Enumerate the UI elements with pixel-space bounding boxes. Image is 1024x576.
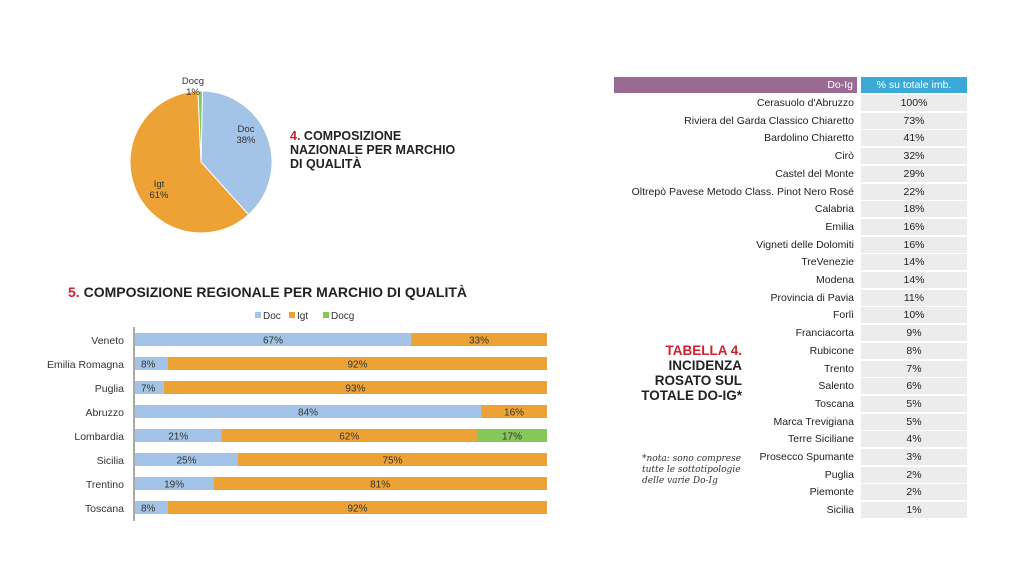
legend-label-igt: Igt	[297, 311, 309, 322]
table-cell-name: TreVenezie	[801, 256, 854, 269]
table-cell-pct: 73%	[861, 113, 967, 129]
table-cell-pct: 7%	[861, 361, 967, 377]
table-cell-pct: 1%	[861, 502, 967, 518]
table-cell-pct: 16%	[861, 219, 967, 235]
table-cell-pct: 32%	[861, 148, 967, 164]
table-cell-name: Puglia	[824, 468, 854, 481]
bar-chart-title-text: COMPOSIZIONE REGIONALE PER MARCHIO DI QUALITÀ	[83, 284, 468, 300]
bar-value-toscana-doc: 8%	[141, 503, 156, 515]
pie-value-doc: 38%	[236, 135, 256, 146]
table-row	[614, 325, 967, 341]
table-row	[614, 502, 967, 518]
category-label-trentino: Trentino	[85, 479, 124, 491]
table-row	[614, 254, 967, 270]
pie-label-igt: Igt	[153, 179, 165, 190]
table-row	[614, 431, 967, 447]
table-row	[614, 414, 967, 430]
bar-value-puglia-doc: 7%	[141, 383, 156, 395]
table-cell-pct: 5%	[861, 396, 967, 412]
bar-chart	[0, 300, 560, 525]
table-cell-name: Vigneti delle Dolomiti	[756, 238, 854, 251]
table-cell-name: Salento	[818, 380, 854, 393]
table-cell-pct: 11%	[861, 290, 967, 306]
category-label-emilia-romagna: Emilia Romagna	[46, 359, 124, 371]
table-title	[612, 343, 742, 403]
bar-value-veneto-igt: 33%	[469, 335, 490, 347]
table-row	[614, 166, 967, 182]
bar-value-trentino-igt: 81%	[370, 479, 391, 491]
legend-swatch-igt	[289, 312, 295, 318]
table-cell-name: Piemonte	[809, 486, 854, 499]
bar-chart-title	[68, 284, 467, 300]
table-cell-name: Marca Trevigiana	[773, 415, 854, 428]
table-cell-pct: 3%	[861, 449, 967, 465]
table-cell-pct: 16%	[861, 237, 967, 253]
table-cell-name: Provincia di Pavia	[770, 291, 854, 304]
table-cell-name: Forlì	[833, 309, 854, 322]
bar-value-trentino-doc: 19%	[164, 479, 185, 491]
legend-label-doc: Doc	[263, 311, 281, 322]
table-cell-pct: 41%	[861, 130, 967, 146]
bar-value-sicilia-doc: 25%	[176, 455, 197, 467]
table-cell-name: Oltrepò Pavese Metodo Class. Pinot Nero Rosé	[631, 185, 854, 198]
table-row	[614, 272, 967, 288]
table-cell-name: Sicilia	[826, 504, 854, 517]
table-row	[614, 237, 967, 253]
bar-value-puglia-igt: 93%	[345, 383, 366, 395]
category-label-lombardia: Lombardia	[74, 431, 124, 443]
category-label-puglia: Puglia	[94, 383, 124, 395]
table-row	[614, 307, 967, 323]
pie-label-doc: Doc	[237, 124, 255, 135]
table-cell-name: Bardolino Chiaretto	[764, 132, 854, 145]
pie-value-igt: 61%	[149, 190, 169, 201]
table-cell-name: Franciacorta	[795, 327, 854, 340]
bar-value-abruzzo-igt: 16%	[504, 407, 525, 419]
bar-value-lombardia-doc: 21%	[168, 431, 189, 443]
bar-value-lombardia-docg: 17%	[501, 431, 522, 443]
table-cell-name: Castel del Monte	[775, 167, 854, 180]
table-row	[614, 95, 967, 111]
bar-value-lombardia-igt: 62%	[339, 431, 360, 443]
pie-chart-number: 4.	[290, 129, 301, 143]
bar-chart-number: 5.	[68, 284, 80, 300]
table-cell-name: Emilia	[825, 220, 854, 233]
table-cell-pct: 18%	[861, 201, 967, 217]
pie-label-docg: Docg	[181, 76, 205, 87]
table-cell-pct: 8%	[861, 343, 967, 359]
category-label-toscana: Toscana	[84, 503, 124, 515]
table-cell-pct: 100%	[861, 95, 967, 111]
bar-value-abruzzo-doc: 84%	[298, 407, 319, 419]
table-number: TABELLA 4.	[665, 343, 742, 358]
table-cell-pct: 2%	[861, 467, 967, 483]
table-row	[614, 148, 967, 164]
table-row	[614, 201, 967, 217]
legend-label-docg: Docg	[331, 311, 355, 322]
table-header-pct: % su totale imb.	[861, 77, 967, 93]
table-cell-pct: 5%	[861, 414, 967, 430]
table-cell-name: Cirò	[834, 150, 854, 163]
category-label-abruzzo: Abruzzo	[85, 407, 124, 419]
table-note: *nota: sono comprese tutte le sottotipologie delle varie Do-Ig	[642, 454, 742, 486]
category-label-sicilia: Sicilia	[96, 455, 124, 467]
table-cell-pct: 29%	[861, 166, 967, 182]
table-cell-name: Rubicone	[809, 344, 854, 357]
table-cell-name: Cerasuolo d'Abruzzo	[756, 97, 854, 109]
table-cell-pct: 10%	[861, 307, 967, 323]
table-cell-pct: 14%	[861, 254, 967, 270]
table-cell-pct: 4%	[861, 431, 967, 447]
table-row	[614, 290, 967, 306]
table-cell-pct: 6%	[861, 378, 967, 394]
table-row	[614, 130, 967, 146]
table-row	[614, 219, 967, 235]
bar-value-emilia-romagna-doc: 8%	[141, 359, 156, 371]
bar-value-emilia-romagna-igt: 92%	[347, 359, 368, 371]
pie-chart-title-text: COMPOSIZIONE NAZIONALE PER MARCHIO DI QUALITÀ	[290, 129, 456, 171]
table-header-name: Do-Ig	[614, 77, 857, 93]
bar-legend	[255, 311, 354, 322]
table-cell-name: Prosecco Spumante	[759, 451, 854, 463]
pie-value-docg: 1%	[186, 87, 200, 98]
table-cell-pct: 22%	[861, 184, 967, 200]
table-cell-name: Calabria	[814, 203, 854, 216]
table-row	[614, 113, 967, 129]
table-title-text: INCIDENZA ROSATO SUL TOTALE DO-IG*	[641, 358, 742, 403]
category-label-veneto: Veneto	[91, 335, 124, 347]
pie-chart-title	[290, 129, 470, 171]
table-cell-name: Terre Siciliane	[788, 433, 854, 446]
table-cell-name: Riviera del Garda Classico Chiaretto	[684, 114, 854, 127]
table-cell-name: Trento	[824, 362, 854, 375]
table-cell-pct: 14%	[861, 272, 967, 288]
table-cell-pct: 2%	[861, 484, 967, 500]
legend-swatch-doc	[255, 312, 261, 318]
table-row	[614, 184, 967, 200]
bar-value-toscana-igt: 92%	[347, 503, 368, 515]
table-cell-name: Toscana	[814, 397, 854, 410]
bar-value-sicilia-igt: 75%	[382, 455, 403, 467]
legend-swatch-docg	[323, 312, 329, 318]
table-cell-pct: 9%	[861, 325, 967, 341]
bar-value-veneto-doc: 67%	[263, 335, 284, 347]
table-cell-name: Modena	[816, 274, 854, 286]
